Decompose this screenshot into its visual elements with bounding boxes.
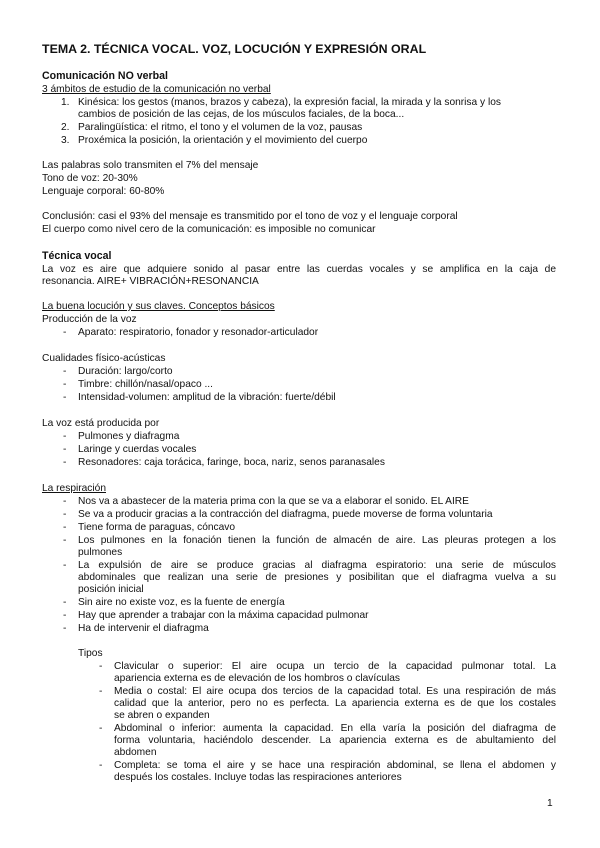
list-item-line: se abren o expanden <box>114 710 210 721</box>
list-item: Laringe y cuerdas vocales <box>78 444 197 455</box>
list-item: Pulmones y diafragma <box>78 431 180 442</box>
list-item-line: Completa: se toma el aire y se hace una respiración abdominal, se llena el abdomen y <box>114 760 556 771</box>
label-voz-producida: La voz está producida por <box>42 418 160 429</box>
list-item-line: Media o costal: El aire ocupa dos tercios de la capacidad total. Es una respiración de más <box>114 686 556 697</box>
list-item-line: abdominales que realizan una serie de presiones y posibilitan que el diafragma vuelva a su <box>78 572 556 583</box>
list-item-line: posición inicial <box>78 584 144 595</box>
paragraph-line: La voz es aire que adquiere sonido al pasar entre las cuerdas vocales y se amplifica en la caja de <box>42 264 556 275</box>
subheading-respiracion: La respiración <box>42 483 106 494</box>
list-item-line: Proxémica la posición, la orientación y el movimiento del cuerpo <box>78 135 368 146</box>
list-item-line: Los pulmones en la fonación tienen la función de almacén de aire. Las pleuras protegen a los <box>78 535 556 546</box>
list-item: Aparato: respiratorio, fonador y resonador-articulador <box>78 327 319 338</box>
bullet-dash: - <box>63 610 67 621</box>
bullet-dash: - <box>63 522 67 533</box>
list-item: Duración: largo/corto <box>78 366 173 377</box>
bullet-dash: - <box>63 496 67 507</box>
bullet-dash: - <box>63 560 67 571</box>
list-item: Resonadores: caja torácica, faringe, boca, nariz, senos paranasales <box>78 457 385 468</box>
bullet-dash: - <box>63 623 67 634</box>
bullet-dash: - <box>63 444 67 455</box>
bullet-dash: - <box>99 723 103 734</box>
bullet-dash: - <box>63 366 67 377</box>
bullet-dash: - <box>63 457 67 468</box>
paragraph-line: El cuerpo como nivel cero de la comunicación: es imposible no comunicar <box>42 224 376 235</box>
label-tipos: Tipos <box>78 648 103 659</box>
bullet-dash: - <box>63 327 67 338</box>
list-item-line: Ha de intervenir el diafragma <box>78 623 209 634</box>
list-item-line: Se va a producir gracias a la contracción del diafragma, puede moverse de forma voluntaria <box>78 509 493 520</box>
label-cualidades: Cualidades físico-acústicas <box>42 353 166 364</box>
subheading-ambitos: 3 ámbitos de estudio de la comunicación no verbal <box>42 84 271 95</box>
bullet-dash: - <box>63 431 67 442</box>
bullet-dash: - <box>63 379 67 390</box>
list-number: 2. <box>61 122 70 133</box>
list-item-line: pulmones <box>78 547 123 558</box>
list-item-line: forma voluntaria, haciéndolo descender. La apariencia externa es de abultamiento del <box>114 735 556 746</box>
section-heading-comunicacion: Comunicación NO verbal <box>42 70 168 82</box>
list-item-line: calidad que la anterior, pero no es perfecta. La apariencia externa es de que los costales <box>114 698 556 709</box>
list-item-line: Sin aire no existe voz, es la fuente de energía <box>78 597 285 608</box>
bullet-dash: - <box>63 392 67 403</box>
list-number: 1. <box>61 97 70 108</box>
list-item-line: Abdominal o inferior: aumenta la capacidad. En ella varía la posición del diafragma de <box>114 723 556 734</box>
paragraph-line: Conclusión: casi el 93% del mensaje es transmitido por el tono de voz y el lenguaje corporal <box>42 211 458 222</box>
list-number: 3. <box>61 135 70 146</box>
paragraph-line: resonancia. AIRE+ VIBRACIÓN+RESONANCIA <box>42 276 259 287</box>
bullet-dash: - <box>99 686 103 697</box>
list-item-line: Paralingüística: el ritmo, el tono y el volumen de la voz, pausas <box>78 122 363 133</box>
bullet-dash: - <box>99 760 103 771</box>
list-item-line: apariencia externa es de elevación de los hombros o clavículas <box>114 673 400 684</box>
document-title: TEMA 2. TÉCNICA VOCAL. VOZ, LOCUCIÓN Y EXPRESIÓN ORAL <box>42 42 427 56</box>
list-item-line: Nos va a abastecer de la materia prima con la que se va a elaborar el sonido. EL AIRE <box>78 496 469 507</box>
list-item-line: Clavicular o superior: El aire ocupa un tercio de la capacidad pulmonar total. La <box>114 661 556 672</box>
subheading-locucion: La buena locución y sus claves. Conceptos básicos <box>42 301 275 312</box>
list-item-line: abdomen <box>114 747 157 758</box>
list-item-line: Hay que aprender a trabajar con la máxima capacidad pulmonar <box>78 610 369 621</box>
list-item-line: cambios de posición de las cejas, de los músculos faciales, de la boca... <box>78 109 405 120</box>
list-item: Timbre: chillón/nasal/opaco ... <box>78 379 213 390</box>
list-item-line: Kinésica: los gestos (manos, brazos y cabeza), la expresión facial, la mirada y la sonrisa y los <box>78 97 501 108</box>
paragraph-line: Tono de voz: 20-30% <box>42 173 138 184</box>
section-heading-tecnica: Técnica vocal <box>42 250 112 262</box>
bullet-dash: - <box>63 535 67 546</box>
list-item: Intensidad-volumen: amplitud de la vibración: fuerte/débil <box>78 392 336 403</box>
list-item-line: después los costales. Incluye todas las respiraciones anteriores <box>114 772 402 783</box>
list-item-line: Tiene forma de paraguas, cóncavo <box>78 522 236 533</box>
label-produccion: Producción de la voz <box>42 314 137 325</box>
paragraph-line: Las palabras solo transmiten el 7% del mensaje <box>42 160 259 171</box>
bullet-dash: - <box>63 509 67 520</box>
page-number: 1 <box>547 798 553 809</box>
bullet-dash: - <box>99 661 103 672</box>
paragraph-line: Lenguaje corporal: 60-80% <box>42 186 165 197</box>
bullet-dash: - <box>63 597 67 608</box>
list-item-line: La expulsión de aire se produce gracias al diafragma espiratorio: una serie de músculos <box>78 560 556 571</box>
